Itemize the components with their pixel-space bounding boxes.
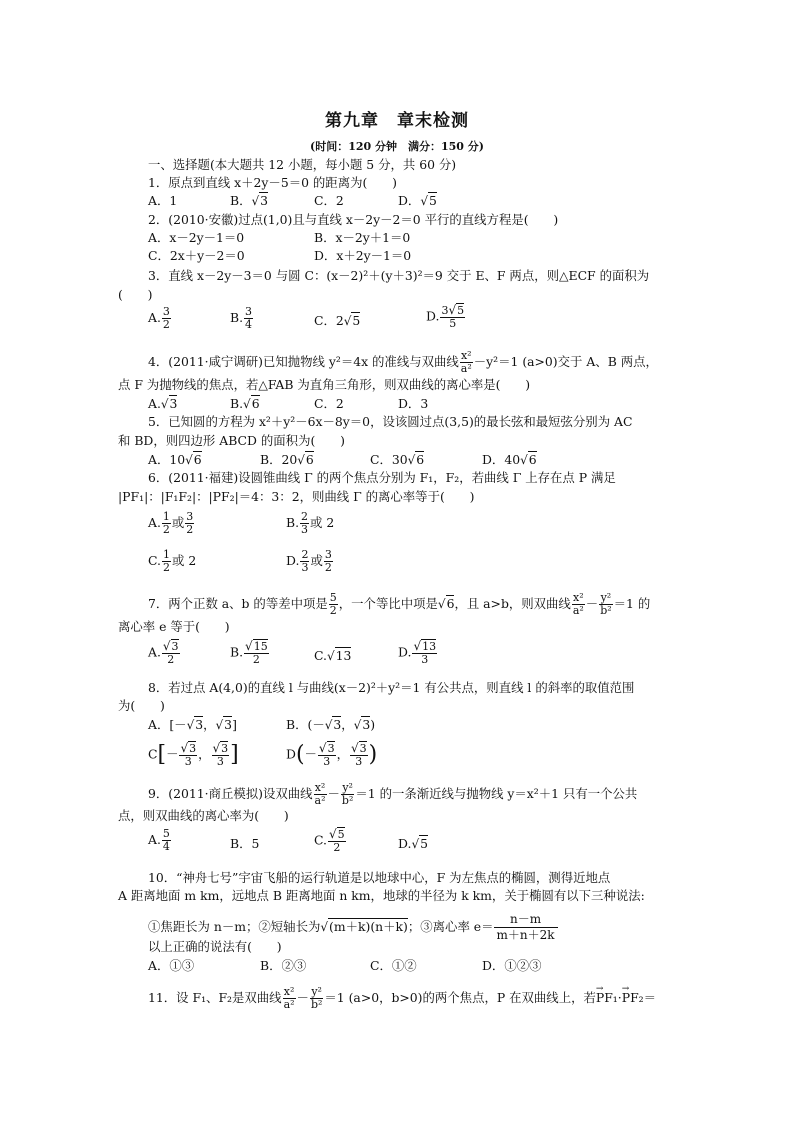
q9-option-d: D.√5: [398, 836, 428, 851]
q9-option-b: B．5: [230, 836, 260, 851]
q4-option-c: C．2: [314, 396, 344, 411]
q6-stem: 6．(2011·福建)设圆锥曲线 Γ 的两个焦点分别为 F₁，F₂，若曲线 Γ 上存在点 P 满足: [148, 470, 616, 485]
q2-stem: 2．(2010·安徽)过点(1,0)且与直线 x－2y－2＝0 平行的直线方程是( ): [148, 212, 559, 227]
q8-option-c: C[－ $\frac{√3}{3}$ ， $\frac{√3}{3}$ ]: [148, 741, 239, 768]
q7-option-c: C.√13: [314, 648, 352, 663]
q1-stem: 1．原点到直线 x＋2y－5＝0 的距离为( ): [148, 175, 397, 190]
q5-option-b: B．20√6: [260, 452, 314, 467]
q7-stem-cont: 离心率 e 等于( ): [118, 619, 230, 634]
q6-option-a: A. $\frac{1}{2}$ 或 $\frac{3}{2}$: [148, 510, 194, 536]
q6-option-b: B. $\frac{2}{3}$ 或 2: [286, 510, 335, 536]
q5-stem-cont: 和 BD，则四边形 ABCD 的面积为( ): [118, 433, 345, 448]
q10-stem-question: 以上正确的说法有( ): [148, 939, 282, 954]
q3-option-a: A. $\frac{3}{2}$: [148, 305, 170, 331]
q3-stem: 3．直线 x－2y－3＝0 与圆 C：(x－2)²＋(y＋3)²＝9 交于 E、F 两点，则△ECF 的面积为: [148, 268, 650, 283]
q4-option-a: A.√3: [148, 396, 178, 411]
q10-stem-cont: A 距离地面 m km，远地点 B 距离地面 n km，地球的半径为 k km，关于椭圆有以下三种说法:: [118, 888, 645, 903]
q8-option-a: A．[－√3，√3]: [148, 717, 237, 732]
q5-option-c: C．30√6: [370, 452, 425, 467]
q5-option-a: A．10√6: [148, 452, 202, 467]
q4-option-d: D．3: [398, 396, 429, 411]
q8-option-b: B．(－√3，√3): [286, 717, 376, 732]
q6-option-c: C. $\frac{1}{2}$ 或 2: [148, 548, 197, 574]
q10-option-b: B．②③: [260, 958, 307, 973]
q8-stem-cont: 为( ): [118, 698, 165, 713]
exam-info: (时间：120 分钟 满分：150 分): [310, 140, 484, 153]
q3-stem-cont: ( ): [118, 287, 153, 302]
q8-stem: 8．若过点 A(4,0)的直线 l 与曲线(x－2)²＋y²＝1 有公共点，则直线 l 的斜率的取值范围: [148, 680, 635, 695]
section-heading: 一、选择题(本大题共 12 小题，每小题 5 分，共 60 分): [148, 157, 457, 172]
q10-option-c: C．①②: [370, 958, 417, 973]
q5-stem: 5．已知圆的方程为 x²＋y²－6x－8y＝0，设该圆过点(3,5)的最长弦和最短弦分别为 AC: [148, 414, 633, 429]
q4-option-b: B.√6: [230, 396, 260, 411]
q7-option-d: D. $\frac{√13}{3}$: [398, 639, 437, 666]
q9-option-a: A. $\frac{5}{4}$: [148, 827, 170, 853]
q1-option-b: B．√3: [230, 193, 269, 208]
q8-option-d: D(－ $\frac{√3}{3}$ ， $\frac{√3}{3}$ ): [286, 741, 378, 768]
q1-option-d: D．√5: [398, 193, 437, 208]
q6-stem-cont: |PF₁|：|F₁F₂|：|PF₂|＝4：3：2，则曲线 Γ 的离心率等于( ): [118, 489, 475, 504]
q1-option-a: A．1: [148, 193, 178, 208]
q9-option-c: C. $\frac{√5}{2}$: [314, 827, 345, 854]
q7-option-a: A. $\frac{√3}{2}$: [148, 639, 179, 666]
q3-option-c: C．2√5: [314, 313, 361, 328]
q4-stem: 4．(2011·咸宁调研)已知抛物线 y²＝4x 的准线与双曲线 $\frac{\text{x²}}{\text{a²}}$ －y²＝1 (a>0)交于 A、B 两点，: [148, 349, 658, 375]
q2-option-a: A．x－2y－1＝0: [148, 230, 245, 245]
q2-option-b: B．x－2y＋1＝0: [314, 230, 411, 245]
q2-option-d: D．x＋2y－1＝0: [314, 248, 412, 263]
q6-option-d: D. $\frac{2}{3}$ 或 $\frac{3}{2}$: [286, 548, 332, 574]
page-title: 第九章 章末检测: [325, 111, 469, 131]
q10-statements: ①焦距长为 n－m；②短轴长为√(m＋k)(n＋k)；③离心率 e＝ $\frac{n-m}{m+n+2k}$: [148, 912, 558, 943]
q10-option-d: D．①②③: [482, 958, 542, 973]
q2-option-c: C．2x＋y－2＝0: [148, 248, 245, 263]
q7-option-b: B. $\frac{√15}{2}$: [230, 639, 268, 666]
q7-stem: 7．两个正数 a、b 的等差中项是 $\frac{5}{2}$ ，一个等比中项是√6，且 a>b，则双曲线 $\frac{\text{x²}}{\text{a²}}$ － $\frac{\text{y²}}{\text{b²}}$ ＝1 的: [148, 591, 651, 617]
q5-option-d: D．40√6: [482, 452, 537, 467]
q11-stem: 11．设 F₁、F₂是双曲线 $\frac{\text{x²}}{\text{a²}}$ － $\frac{\text{y²}}{\text{b²}}$ ＝1 (a>0，b>0)的两个焦点，P 在双曲线上，若→ PF₁·→ PF₂＝: [148, 986, 656, 1011]
q9-stem-cont: 点，则双曲线的离心率为( ): [118, 808, 289, 823]
q1-option-c: C．2: [314, 193, 344, 208]
q9-stem: 9．(2011·商丘模拟)设双曲线 $\frac{\text{x²}}{\text{a²}}$ － $\frac{\text{y²}}{\text{b²}}$ ＝1 的一条渐近线与抛物线 y＝x²＋1 只有一个公共: [148, 781, 638, 807]
q4-stem-cont: 点 F 为抛物线的焦点，若△FAB 为直角三角形，则双曲线的离心率是( ): [118, 377, 531, 392]
q3-option-d: D. $\frac{3√5}{5}$: [426, 303, 465, 330]
q10-option-a: A．①③: [148, 958, 195, 973]
q3-option-b: B. $\frac{3}{4}$: [230, 305, 253, 331]
q10-stem: 10．“神舟七号”宇宙飞船的运行轨道是以地球中心，F 为左焦点的椭圆，测得近地点: [148, 870, 611, 885]
